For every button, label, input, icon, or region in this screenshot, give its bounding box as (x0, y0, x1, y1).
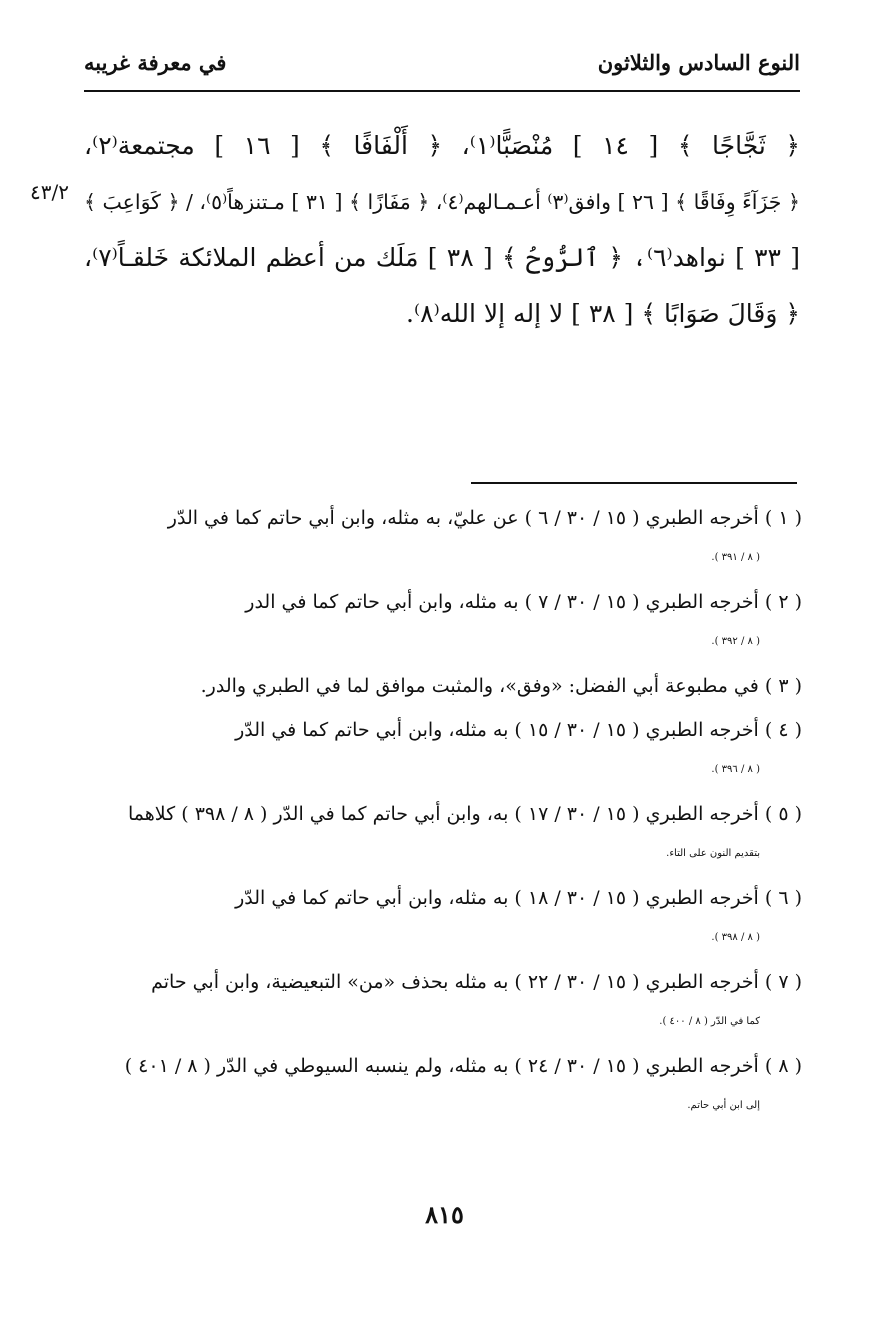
main-text-line: ﴿ ثَجَّاجًا ﴾ [ ١٤ ] مُنْصَبًّا⁽١⁾، ﴿ أَلْفَافًا ﴾ [ ١٦ ] مجتمعة⁽٢⁾، (84, 131, 800, 160)
section-title: في معرفة غريبه (84, 50, 227, 75)
footnote-line: ( ٧ ) أخرجه الطبري ( ١٥ / ٣٠ / ٢٢ ) به مثله بحذف «من» التبعيضية، وابن أبي حاتم (151, 971, 802, 993)
main-text (84, 118, 800, 342)
footnote (82, 498, 802, 578)
main-text-line: [ ٣٣ ] نواهد⁽٦⁾، ﴿ ٱلرُّوحُ ﴾ [ ٣٨ ] مَلَك من أعظم الملائكة خَلقـاً⁽٧⁾، (84, 243, 800, 272)
footnote-line: بتقديم النون على التاء. (666, 848, 760, 859)
running-header (84, 46, 800, 92)
footnote-line: ( ٨ / ٣٩١ ). (711, 552, 760, 563)
footnote-line: ( ٥ ) أخرجه الطبري ( ١٥ / ٣٠ / ١٧ ) به، وابن أبي حاتم كما في الدّر ( ٨ / ٣٩٨ ) كلاهما (128, 803, 802, 825)
footnote (82, 666, 802, 706)
footnote (82, 710, 802, 790)
footnote-line: ( ٨ / ٣٩٦ ). (711, 764, 760, 775)
footnote-line: ( ٨ / ٣٩٨ ). (711, 932, 760, 943)
main-text-line: ﴿ وَقَالَ صَوَابًا ﴾ [ ٣٨ ] لا إله إلا الله⁽٨⁾. (406, 299, 800, 328)
chapter-title: النوع السادس والثلاثون (597, 50, 800, 75)
footnote-line: كما في الدّر ( ٨ / ٤٠٠ ). (659, 1016, 760, 1027)
footnote-line: إلى ابن أبي حاتم. (687, 1100, 760, 1111)
footnote-line: ( ٨ ) أخرجه الطبري ( ١٥ / ٣٠ / ٢٤ ) به مثله، ولم ينسبه السيوطي في الدّر ( ٨ / ٤٠١ ) (124, 1055, 802, 1077)
footnote (82, 962, 802, 1042)
main-text-line: ﴿ جَزَآءً وِفَاقًا ﴾ [ ٢٦ ] وافق⁽٣⁾ أعـمـالهم⁽٤⁾، ﴿ مَفَازًا ﴾ [ ٣١ ] مـتنزهاً⁽٥⁾، / ﴿ كَوَاعِبَ ﴾ (84, 190, 800, 214)
footnote (82, 794, 802, 874)
footnote-line: ( ٨ / ٣٩٢ ). (711, 636, 760, 647)
footnote (82, 1046, 802, 1126)
footnote (82, 582, 802, 662)
footnote-separator (471, 482, 797, 484)
footnote-line: ( ١ ) أخرجه الطبري ( ١٥ / ٣٠ / ٦ ) عن عليّ، به مثله، وابن أبي حاتم كما في الدّر (167, 507, 802, 529)
footnote-line: ( ٦ ) أخرجه الطبري ( ١٥ / ٣٠ / ١٨ ) به مثله، وابن أبي حاتم كما في الدّر (235, 887, 802, 909)
margin-reference: ٤٣/٢ (30, 180, 69, 204)
footnote-line: ( ٤ ) أخرجه الطبري ( ١٥ / ٣٠ / ١٥ ) به مثله، وابن أبي حاتم كما في الدّر (235, 719, 802, 741)
page-number: ٨١٥ (425, 1200, 464, 1229)
footnote-line: ( ٣ ) في مطبوعة أبي الفضل: «وفق»، والمثبت موافق لما في الطبري والدر. (200, 675, 802, 697)
footnote-line: ( ٢ ) أخرجه الطبري ( ١٥ / ٣٠ / ٧ ) به مثله، وابن أبي حاتم كما في الدر (245, 591, 802, 613)
footnote (82, 878, 802, 958)
footnotes (82, 498, 802, 1130)
